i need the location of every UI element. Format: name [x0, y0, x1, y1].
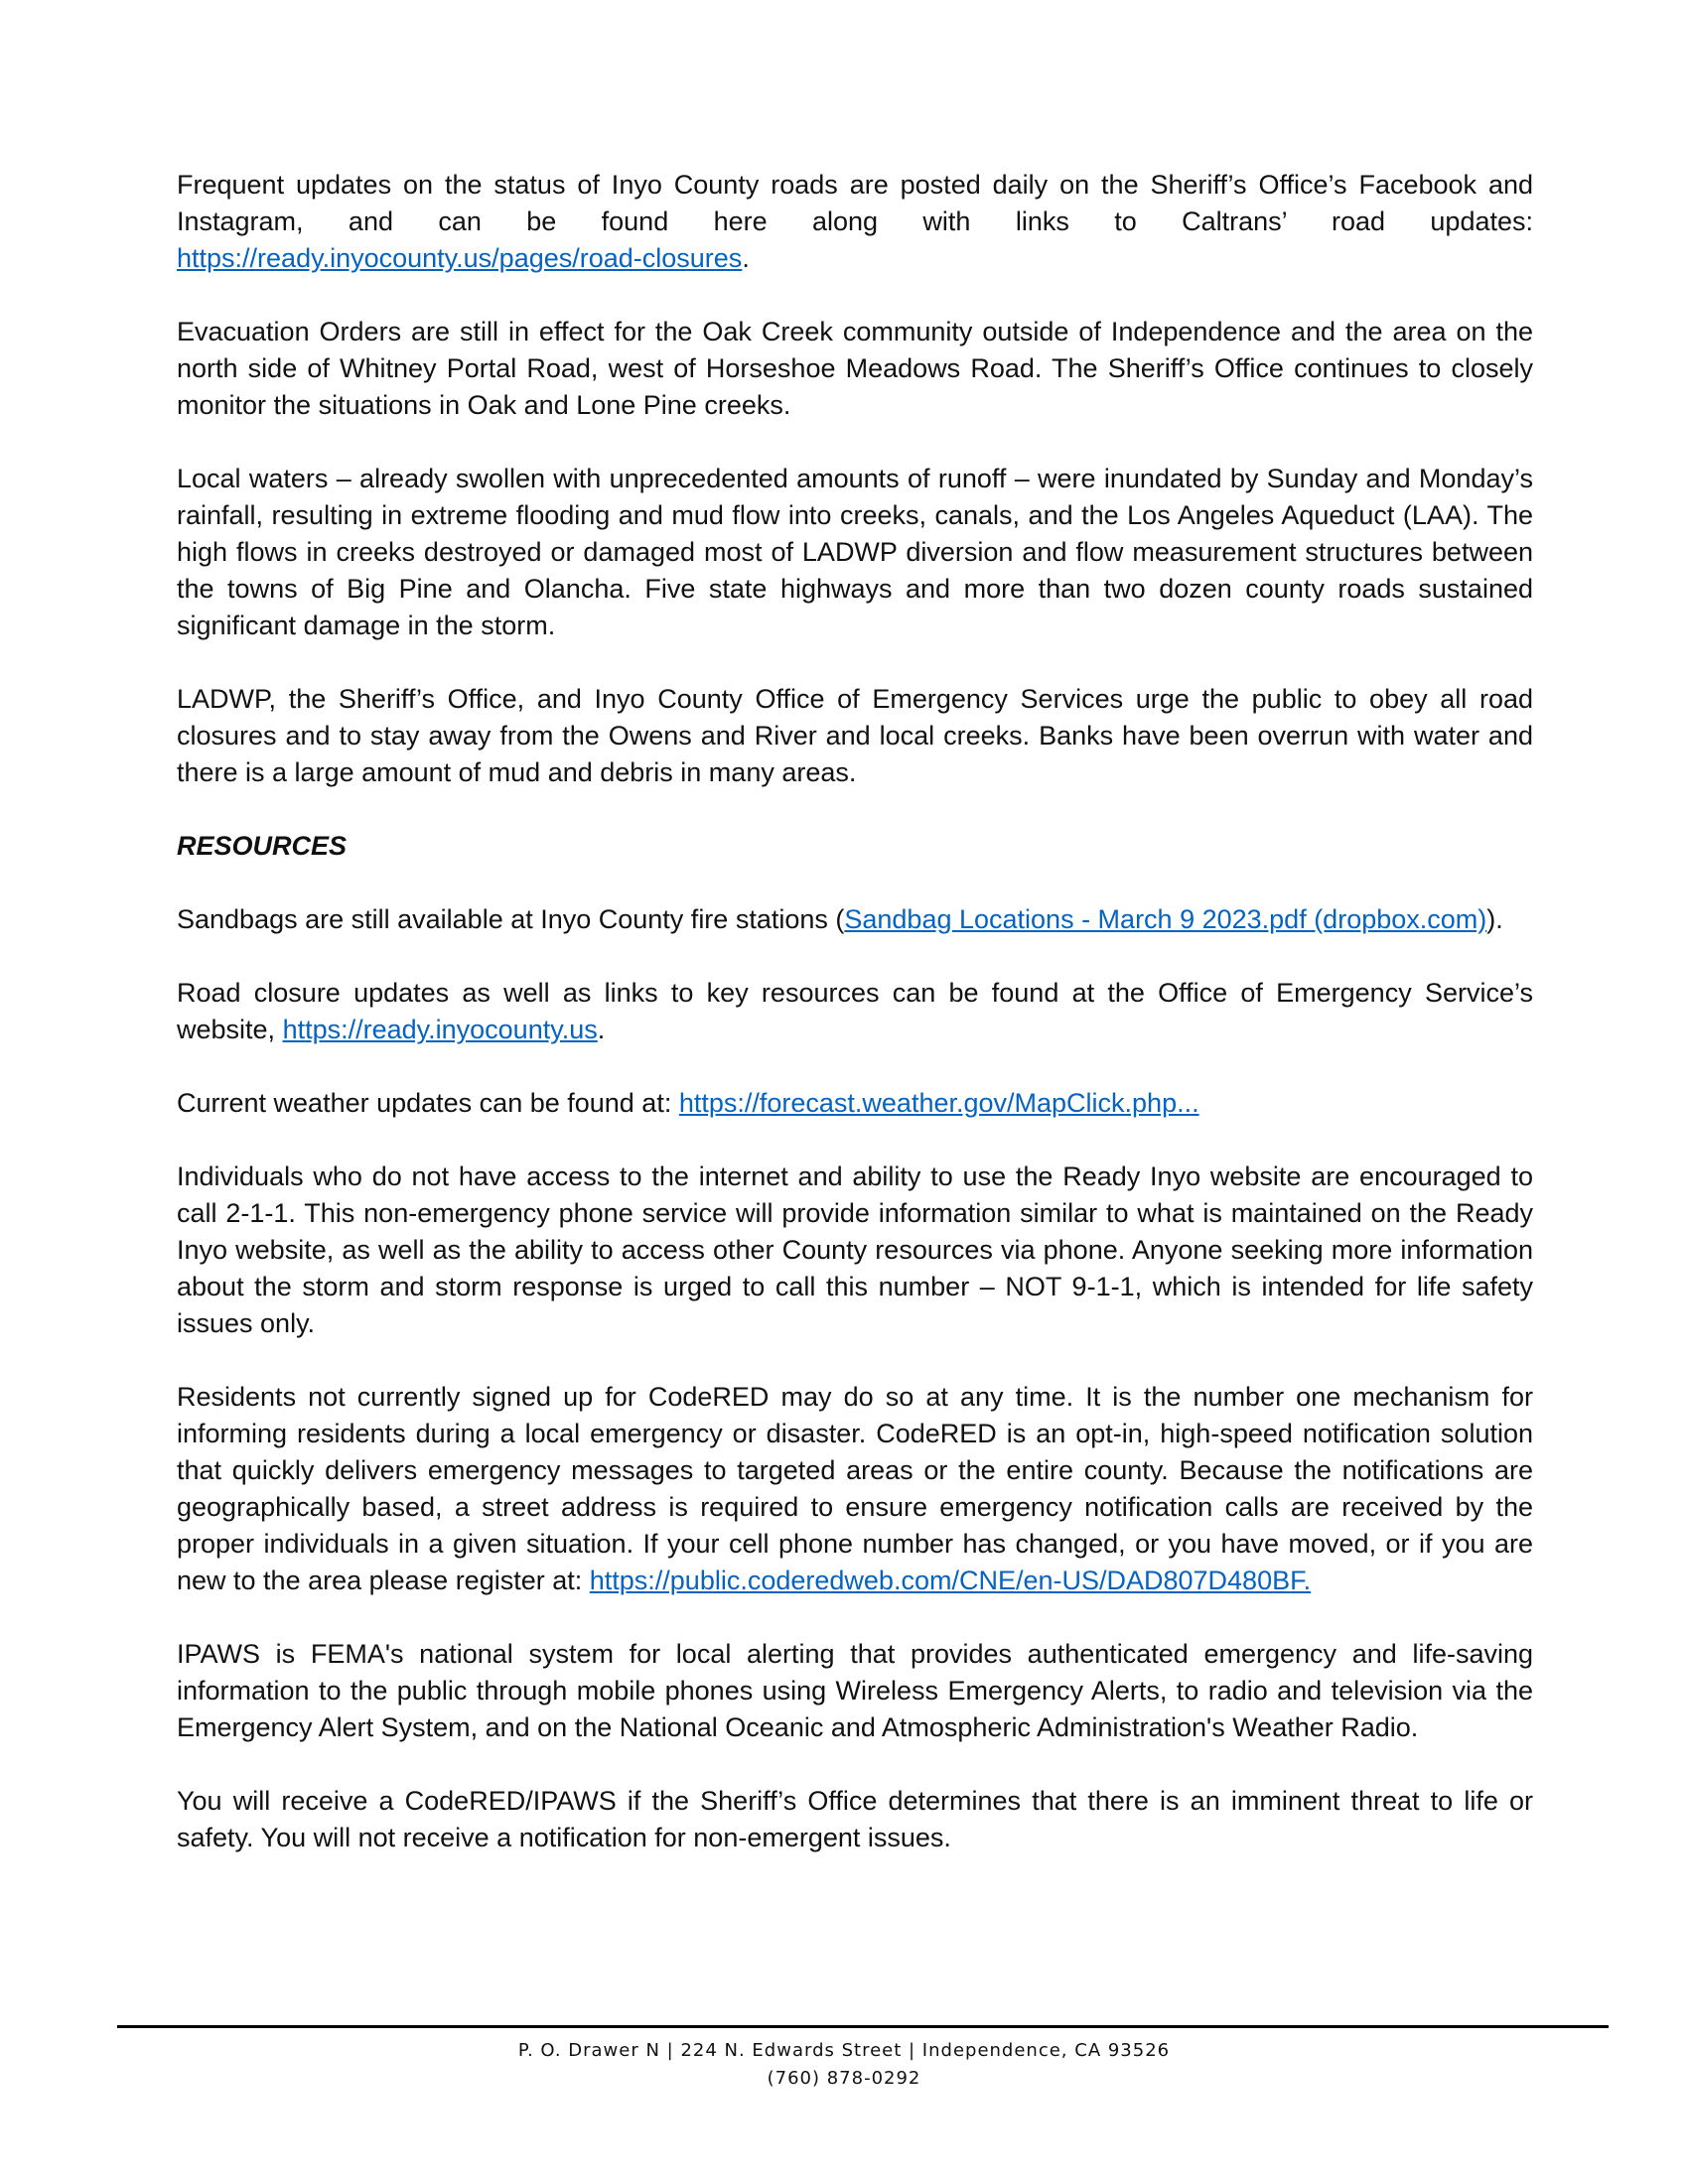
paragraph-text: Residents not currently signed up for CodeRED may do so at any time. It is the number one mechanism for informing residents during a local emergency or disaster. CodeRED is an opt-in, high-speed notification solution that quickly delivers emergency messages to targeted areas or the entire county. Because the notifications are geographically based, a street address is required to ensure emergency notification calls are received by the proper individuals in a given situation. If your cell phone number has changed, or you have moved, or if you are new to the area please register at:	[177, 1382, 1533, 1595]
paragraph-text: Frequent updates on the status of Inyo County roads are posted daily on the Sheriff’s Office’s Facebook and Instagram, and can be found here along with links to Caltrans’ road updates:	[177, 170, 1533, 236]
paragraph-text-end: ).	[1486, 904, 1503, 934]
footer	[0, 2037, 1688, 2093]
paragraph-text: Current weather updates can be found at:	[177, 1088, 679, 1118]
paragraph-call-211	[177, 1159, 1533, 1342]
footer-phone: (760) 878-0292	[767, 2068, 921, 2089]
paragraph-local-waters	[177, 461, 1533, 644]
paragraph-road-updates	[177, 167, 1533, 277]
paragraph-text: You will receive a CodeRED/IPAWS if the Sheriff’s Office determines that there is an imminent threat to life or safety. You will not receive a notification for non-emergent issues.	[177, 1786, 1533, 1852]
paragraph-text: LADWP, the Sheriff’s Office, and Inyo County Office of Emergency Services urge the public to obey all road closures and to stay away from the Owens and River and local creeks. Banks have been overrun with water and there is a large amount of mud and debris in many areas.	[177, 684, 1533, 787]
paragraph-text: Sandbags are still available at Inyo County fire stations (	[177, 904, 845, 934]
codered-register-link[interactable]: https://public.coderedweb.com/CNE/en-US/DAD807D480BF.	[589, 1566, 1312, 1595]
paragraph-text: Evacuation Orders are still in effect for the Oak Creek community outside of Independence and the area on the north side of Whitney Portal Road, west of Horseshoe Meadows Road. The Sheriff’s Office continues to closely monitor the situations in Oak and Lone Pine creeks.	[177, 317, 1533, 420]
ready-inyo-link[interactable]: https://ready.inyocounty.us	[282, 1015, 598, 1044]
footer-divider	[117, 2025, 1609, 2028]
paragraph-text: Individuals who do not have access to the internet and ability to use the Ready Inyo website are encouraged to call 2-1-1. This non-emergency phone service will provide information similar to what is maintained on the Ready Inyo website, as well as the ability to access other County resources via phone. Anyone seeking more information about the storm and storm response is urged to call this number – NOT 9-1-1, which is intended for life safety issues only.	[177, 1161, 1533, 1338]
sandbag-locations-link[interactable]: Sandbag Locations - March 9 2023.pdf (dropbox.com)	[844, 904, 1487, 934]
paragraph-oes-website	[177, 975, 1533, 1048]
paragraph-ladwp-urge	[177, 681, 1533, 791]
paragraph-threat	[177, 1783, 1533, 1856]
road-closures-link[interactable]: https://ready.inyocounty.us/pages/road-closures	[177, 243, 743, 273]
weather-forecast-link[interactable]: https://forecast.weather.gov/MapClick.php...	[678, 1088, 1199, 1118]
paragraph-codered	[177, 1379, 1533, 1599]
paragraph-text: Local waters – already swollen with unprecedented amounts of runoff – were inundated by Sunday and Monday’s rainfall, resulting in extreme flooding and mud flow into creeks, canals, and the Los Angeles Aqueduct (LAA). The high flows in creeks destroyed or damaged most of LADWP diversion and flow measurement structures between the towns of Big Pine and Olancha. Five state highways and more than two dozen county roads sustained significant damage in the storm.	[177, 464, 1533, 640]
document-body	[177, 167, 1533, 1893]
paragraph-evacuation	[177, 314, 1533, 424]
footer-address: P. O. Drawer N | 224 N. Edwards Street | Independence, CA 93526	[517, 2040, 1171, 2061]
paragraph-text: IPAWS is FEMA's national system for local alerting that provides authenticated emergency and life-saving information to the public through mobile phones using Wireless Emergency Alerts, to radio and television via the Emergency Alert System, and on the National Oceanic and Atmospheric Administration's Weather Radio.	[177, 1639, 1533, 1742]
paragraph-text-end: .	[597, 1015, 606, 1044]
resources-heading: RESOURCES	[177, 831, 348, 861]
paragraph-text-end: .	[742, 243, 750, 273]
paragraph-weather	[177, 1085, 1533, 1122]
paragraph-sandbags	[177, 901, 1533, 938]
paragraph-ipaws	[177, 1636, 1533, 1746]
paragraph-text: Road closure updates as well as links to key resources can be found at the Office of Emergency Service’s website,	[177, 978, 1533, 1044]
